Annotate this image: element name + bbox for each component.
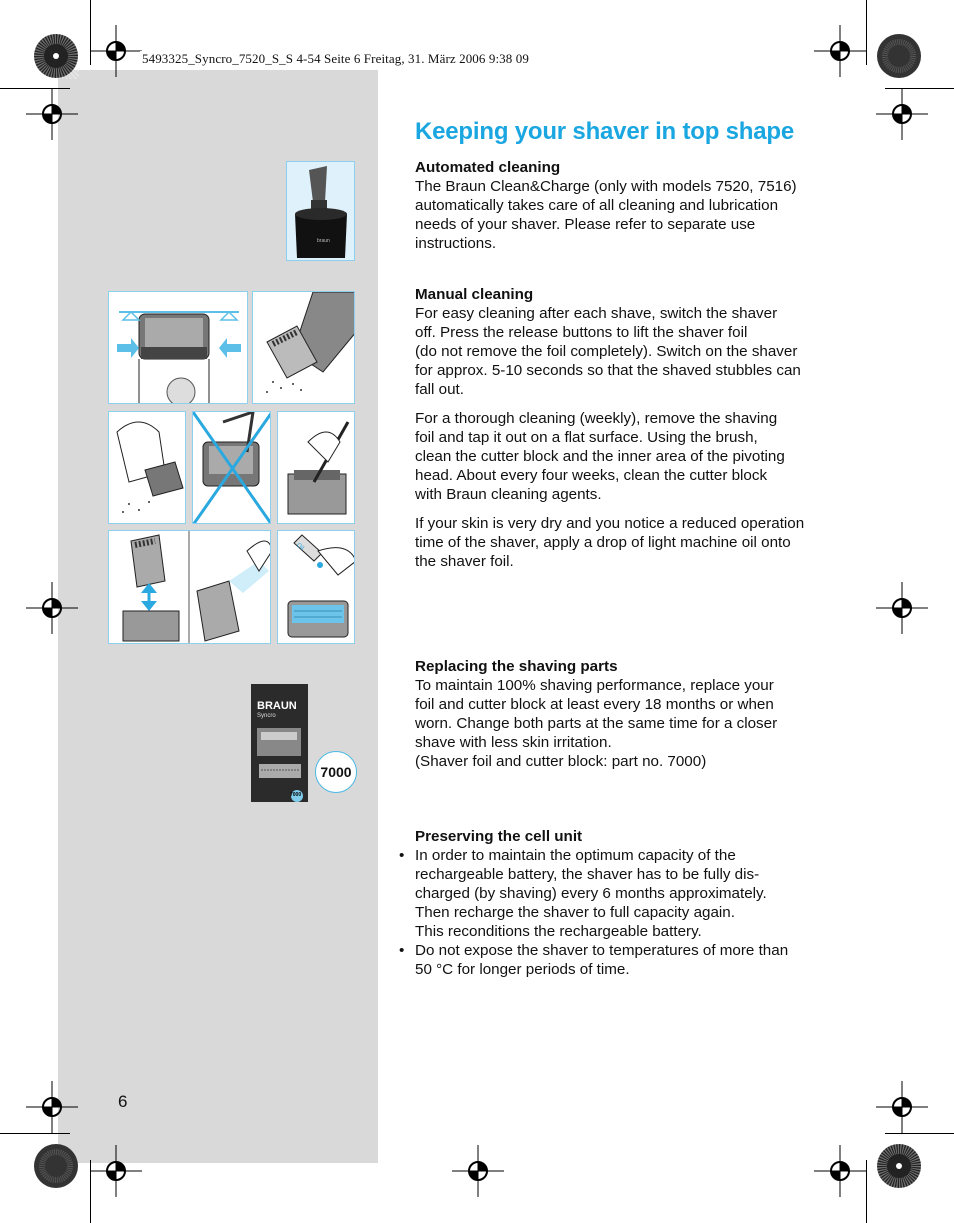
starburst-target-icon <box>33 1143 79 1189</box>
text-line: Then recharge the shaver to full capacity again. <box>415 904 735 921</box>
paragraph <box>415 304 840 399</box>
registration-mark-icon <box>814 1145 866 1197</box>
print-header: 5493325_Syncro_7520_S_S 4-54 Seite 6 Freitag, 31. März 2006 9:38 09 <box>142 51 529 66</box>
registration-mark-icon <box>814 25 866 77</box>
text-line: instructions. <box>415 235 497 252</box>
text-line: 50 °C for longer periods of time. <box>415 961 630 978</box>
text-line: clean the cutter block and the inner area of the pivoting <box>415 448 785 465</box>
text-line: In order to maintain the optimum capacity of the <box>415 847 736 864</box>
paragraph <box>415 409 840 504</box>
oil-label: Oil <box>295 542 305 552</box>
text-line: time of the shaver, apply a drop of light machine oil onto <box>415 534 791 551</box>
text-line: (do not remove the foil completely). Switch on the shaver <box>415 343 798 360</box>
part-number-badge: 7000 <box>315 751 357 793</box>
text-line: The Braun Clean&Charge (only with models 7520, 7516) <box>415 178 797 195</box>
registration-mark-icon <box>26 88 78 140</box>
tap-out-illustration <box>252 291 355 404</box>
starburst-target-icon <box>876 1143 922 1189</box>
paragraph <box>415 676 840 771</box>
registration-mark-icon <box>452 1145 504 1197</box>
text-line: For easy cleaning after each shave, switch the shaver <box>415 305 778 322</box>
text-line: needs of your shaver. Please refer to separate use <box>415 216 756 233</box>
text-line: If your skin is very dry and you notice a reduced operation <box>415 515 805 532</box>
text-line: rechargeable battery, the shaver has to be fully dis- <box>415 866 760 883</box>
text-line: For a thorough cleaning (weekly), remove the shaving <box>415 410 778 427</box>
pack-brand: BRAUN <box>257 700 297 712</box>
text-line: To maintain 100% shaving performance, replace your <box>415 677 774 694</box>
text-line: foil and tap it out on a flat surface. Using the brush, <box>415 429 758 446</box>
pack-part: 7000 <box>290 792 302 798</box>
clean-charge-brand: braun <box>317 238 330 244</box>
paragraph <box>415 514 840 571</box>
text-line: head. About every four weeks, clean the cutter block <box>415 467 768 484</box>
list-item <box>399 846 840 941</box>
registration-mark-icon <box>876 88 928 140</box>
replacement-pack-illustration <box>251 684 308 802</box>
crop-mark <box>885 1133 954 1134</box>
bullet-icon: • <box>399 942 405 959</box>
crop-mark <box>0 1133 70 1134</box>
clean-charge-illustration <box>286 161 355 261</box>
pack-model: Syncro <box>257 713 276 719</box>
registration-mark-icon <box>876 1081 928 1133</box>
bullet-icon: • <box>399 847 405 864</box>
registration-mark-icon <box>90 1145 142 1197</box>
text-line: off. Press the release buttons to lift the shaver foil <box>415 324 748 341</box>
section-heading: Manual cleaning <box>415 286 534 303</box>
registration-mark-icon <box>90 25 142 77</box>
crop-mark <box>866 0 867 65</box>
text-line: (Shaver foil and cutter block: part no. 7000) <box>415 753 707 770</box>
registration-mark-icon <box>876 582 928 634</box>
section-heading: Replacing the shaving parts <box>415 658 618 675</box>
text-line: Do not expose the shaver to temperatures of more than <box>415 942 789 959</box>
page-title: Keeping your shaver in top shape <box>415 118 795 145</box>
crop-mark <box>866 1160 867 1223</box>
text-line: worn. Change both parts at the same time for a closer <box>415 715 778 732</box>
brush-cutter-illustration <box>277 411 355 524</box>
starburst-target-icon <box>876 33 922 79</box>
bullet-list <box>399 846 840 979</box>
list-item <box>399 941 840 979</box>
do-not-brush-foil-illustration <box>192 411 271 524</box>
section-heading: Preserving the cell unit <box>415 828 583 845</box>
text-line: with Braun cleaning agents. <box>415 486 602 503</box>
text-line: the shaver foil. <box>415 553 514 570</box>
starburst-target-icon <box>33 33 79 79</box>
oil-foil-illustration <box>277 530 355 644</box>
section-automated-cleaning <box>415 158 840 253</box>
text-line: for approx. 5-10 seconds so that the shaved stubbles can <box>415 362 801 379</box>
text-line: foil and cutter block at least every 18 months or when <box>415 696 774 713</box>
text-line: shave with less skin irritation. <box>415 734 612 751</box>
text-line: automatically takes care of all cleaning and lubrication <box>415 197 779 214</box>
tap-foil-illustration <box>108 411 186 524</box>
cleaning-agent-illustration <box>108 530 271 644</box>
section-heading: Automated cleaning <box>415 159 561 176</box>
registration-mark-icon <box>26 1081 78 1133</box>
registration-mark-icon <box>26 582 78 634</box>
page-number: 6 <box>118 1092 128 1111</box>
section-preserving-cell <box>399 827 840 979</box>
paragraph <box>415 177 840 253</box>
release-buttons-illustration <box>108 291 248 404</box>
text-line: This reconditions the rechargeable battery. <box>415 923 702 940</box>
text-line: fall out. <box>415 381 464 398</box>
section-replacing-parts <box>415 657 840 771</box>
text-line: charged (by shaving) every 6 months approximately. <box>415 885 767 902</box>
section-manual-cleaning <box>415 285 840 581</box>
